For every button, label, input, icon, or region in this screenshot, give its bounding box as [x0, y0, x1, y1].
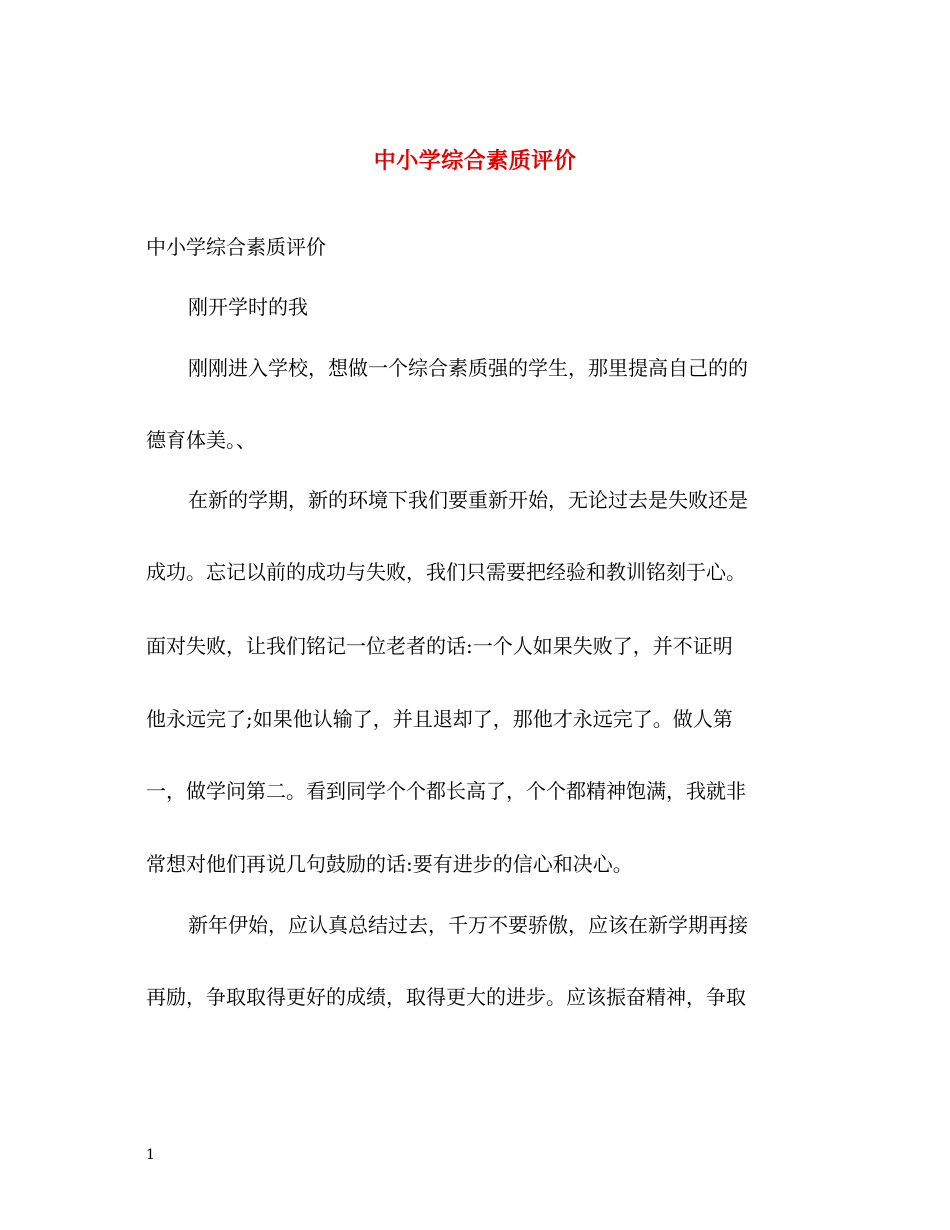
paragraph-line: 一，做学问第二。看到同学个个都长高了，个个都精神饱满，我就非: [146, 779, 746, 803]
section-heading: 刚开学时的我: [188, 295, 308, 319]
paragraph-line: 面对失败，让我们铭记一位老者的话:一个人如果失败了，并不证明: [146, 634, 733, 658]
paragraph-line: 他永远完了;如果他认输了，并且退却了，那他才永远完了。做人第: [146, 707, 733, 731]
paragraph-line: 刚刚进入学校，想做一个综合素质强的学生，那里提高自己的的: [188, 356, 748, 380]
paragraph-line: 新年伊始，应认真总结过去，千万不要骄傲，应该在新学期再接: [188, 913, 748, 937]
document-subtitle: 中小学综合素质评价: [146, 235, 326, 259]
paragraph-line: 成功。忘记以前的成功与失败，我们只需要把经验和教训铭刻于心。: [146, 560, 746, 584]
paragraph-line: 德育体美。、: [146, 428, 256, 452]
page-number: 1: [146, 1147, 155, 1163]
document-title: 中小学综合素质评价: [373, 148, 577, 174]
paragraph-line: 再励，争取取得更好的成绩，取得更大的进步。应该振奋精神，争取: [146, 985, 746, 1009]
paragraph-line: 在新的学期，新的环境下我们要重新开始，无论过去是失败还是: [188, 488, 748, 512]
paragraph-line: 常想对他们再说几句鼓励的话:要有进步的信心和决心。: [146, 852, 633, 876]
